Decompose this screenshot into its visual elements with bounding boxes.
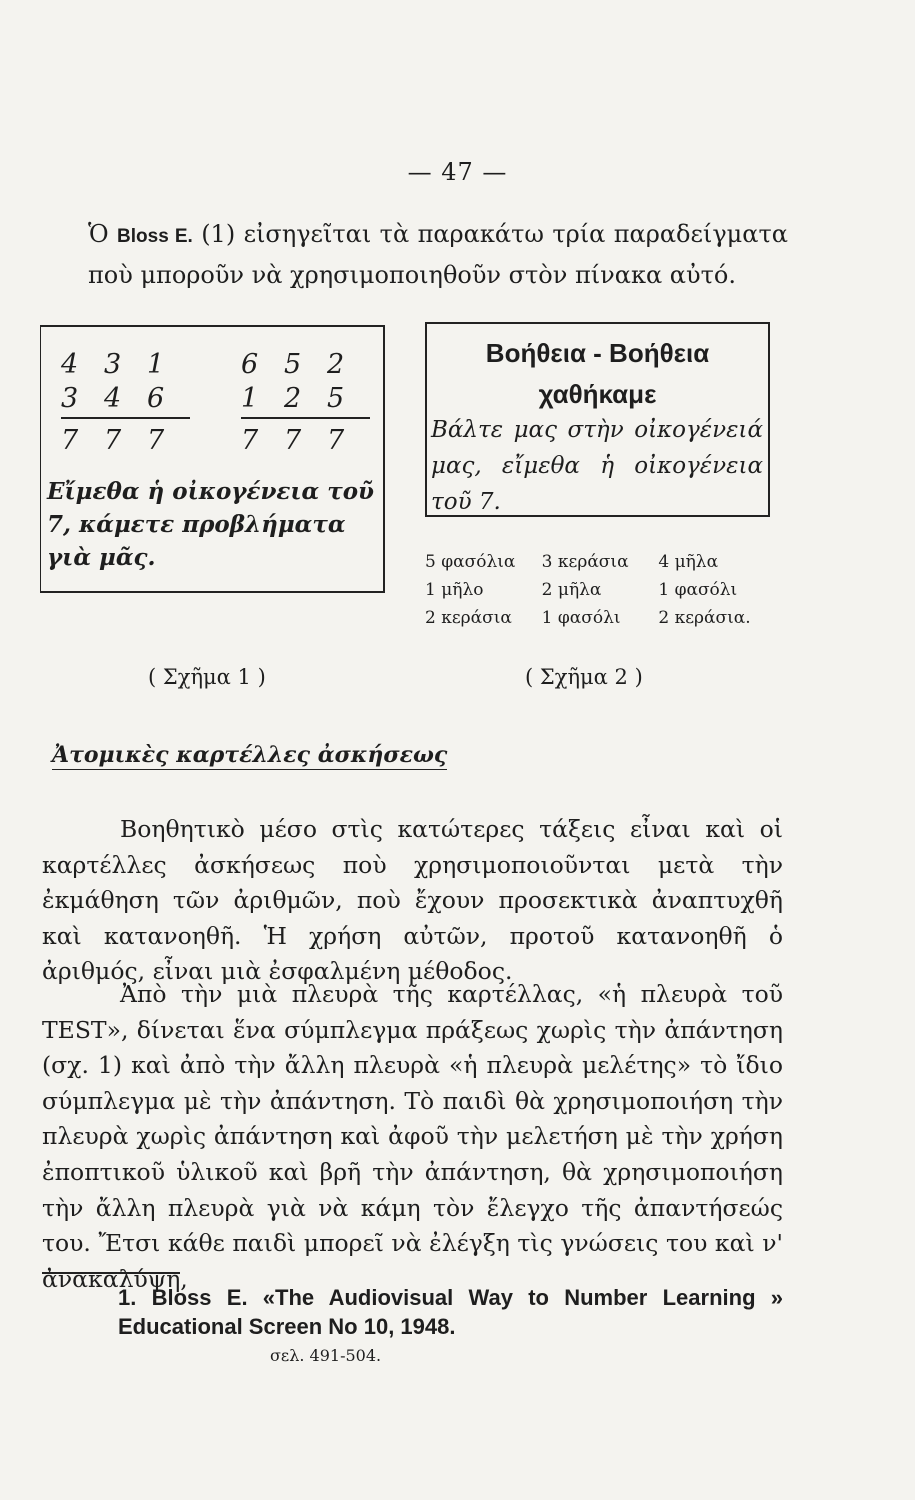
figure-2-caption: ( Σχῆμα 2 ) [525, 665, 643, 689]
sum-row [61, 347, 190, 381]
grid-row [425, 604, 775, 632]
sum-example-a [61, 347, 190, 457]
grid-cell: 1 μῆλο [425, 580, 484, 600]
digit: 3 [61, 382, 79, 414]
digit: 4 [61, 348, 79, 380]
sum-row [241, 381, 370, 415]
figure-2-items-grid [425, 548, 775, 632]
grid-row [425, 548, 775, 576]
body-paragraph-1: Βοηθητικὸ μέσο στὶς κατώτερες τάξεις εἶναι καὶ οἱ καρτέλλες ἀσκήσεως ποὺ χρησιμοποιοῦνται μετὰ τὴν ἐκμάθηση τῶν ἀριθμῶν, ποὺ ἔχουν προσεκτικὰ ἀναπτυχθῆ καὶ κατανοηθῆ. Ἡ χρήση αὐτῶν, προτοῦ κατανοηθῆ ὁ ἀριθμός, εἶναι μιὰ ἐσφαλμένη μέθοδος. [42, 815, 783, 986]
sum-row [241, 347, 370, 381]
grid-row [425, 576, 775, 604]
figure-2-title: Βοήθεια - Βοήθεια [485, 338, 710, 368]
intro-text: (1) εἰσηγεῖται τὰ παρακάτω τρία παραδείγματα ποὺ μποροῦν νὰ χρησιμοποιηθοῦν στὸν πίνακα αὐτό. [88, 220, 788, 289]
sum-total [61, 423, 190, 457]
section-heading: Ἀτομικὲς καρτέλλες ἀσκήσεως [52, 742, 448, 768]
digit: 5 [327, 382, 345, 414]
digit: 7 [147, 424, 165, 456]
digit: 7 [284, 424, 302, 456]
grid-cell: 1 φασόλι [658, 580, 738, 600]
footnote-divider [42, 1272, 180, 1274]
digit: 7 [61, 424, 79, 456]
figure-2-card [425, 322, 770, 517]
footnote-pages: σελ. 491-504. [270, 1346, 382, 1365]
figure-1-caption: ( Σχῆμα 1 ) [148, 665, 266, 689]
digit: 3 [104, 348, 122, 380]
footnote-text: 1. Bloss E. «The Audiovisual Way to Number Learning » Educational Screen No 10, 1948. [118, 1285, 783, 1339]
sum-rule [61, 417, 190, 419]
sum-total [241, 423, 370, 457]
grid-cell: 4 μῆλα [658, 552, 719, 572]
digit: 7 [241, 424, 259, 456]
digit: 7 [327, 424, 345, 456]
grid-cell: 5 φασόλια [425, 552, 516, 572]
footnote [118, 1283, 783, 1370]
digit: 6 [147, 382, 165, 414]
digit: 5 [284, 348, 302, 380]
figure-1-note: Εἴμεθα ἡ οἰκογένεια τοῦ 7, κάμετε προβλήματα γιὰ μᾶς. [47, 478, 375, 571]
sum-row [61, 381, 190, 415]
sum-example-b [241, 347, 370, 457]
body-paragraph-2: Ἀπὸ τὴν μιὰ πλευρὰ τῆς καρτέλλας, «ἡ πλευρὰ τοῦ TEST», δίνεται ἕνα σύμπλεγμα πράξεως χωρὶς τὴν ἀπάντηση (σχ. 1) καὶ ἀπὸ τὴν ἄλλη πλευρὰ «ἡ πλευρὰ μελέτης» τὸ ἴδιο σύμπλεγμα μὲ τὴν ἀπάντηση. Τὸ παιδὶ θὰ χρησιμοποιήση τὴν πλευρὰ χωρὶς ἀπάντηση καὶ ἀφοῦ τὴν μελετήση μὲ τὴν χρήση ἐποπτικοῦ ὑλικοῦ καὶ βρῆ τὴν ἀπάντηση, θὰ χρησιμοποιήση τὴν ἄλλη πλευρὰ γιὰ νὰ κάμη τὸν ἔλεγχο τῆς ἀπαντήσεώς του. Ἔτσι κάθε παιδὶ μπορεῖ νὰ ἐλέγξη τὶς γνώσεις του καὶ ν' ἀνακαλύψη, [42, 980, 783, 1293]
author-name: Bloss E. [117, 226, 193, 247]
digit: 4 [104, 382, 122, 414]
digit: 1 [241, 382, 259, 414]
figure-1-card [40, 325, 385, 593]
digit: 2 [327, 348, 345, 380]
sum-rule [241, 417, 370, 419]
page-number: — 47 — [407, 158, 508, 186]
digit: 6 [241, 348, 259, 380]
digit: 7 [104, 424, 122, 456]
intro-paragraph [88, 215, 788, 294]
digit: 1 [147, 348, 165, 380]
figure-2-subtitle: χαθήκαμε [538, 379, 657, 409]
grid-cell: 2 κεράσια [425, 608, 512, 628]
grid-cell: 2 κεράσια. [658, 608, 751, 628]
figure-2-body: Βάλτε μας στὴν οἰκογένειά μας, εἴμεθα ἡ οἰκογένεια τοῦ 7. [431, 417, 763, 515]
grid-cell: 3 κεράσια [541, 552, 629, 572]
intro-article: Ὁ [88, 220, 109, 248]
grid-cell: 2 μῆλα [541, 580, 602, 600]
grid-cell: 1 φασόλι [541, 608, 621, 628]
digit: 2 [284, 382, 302, 414]
